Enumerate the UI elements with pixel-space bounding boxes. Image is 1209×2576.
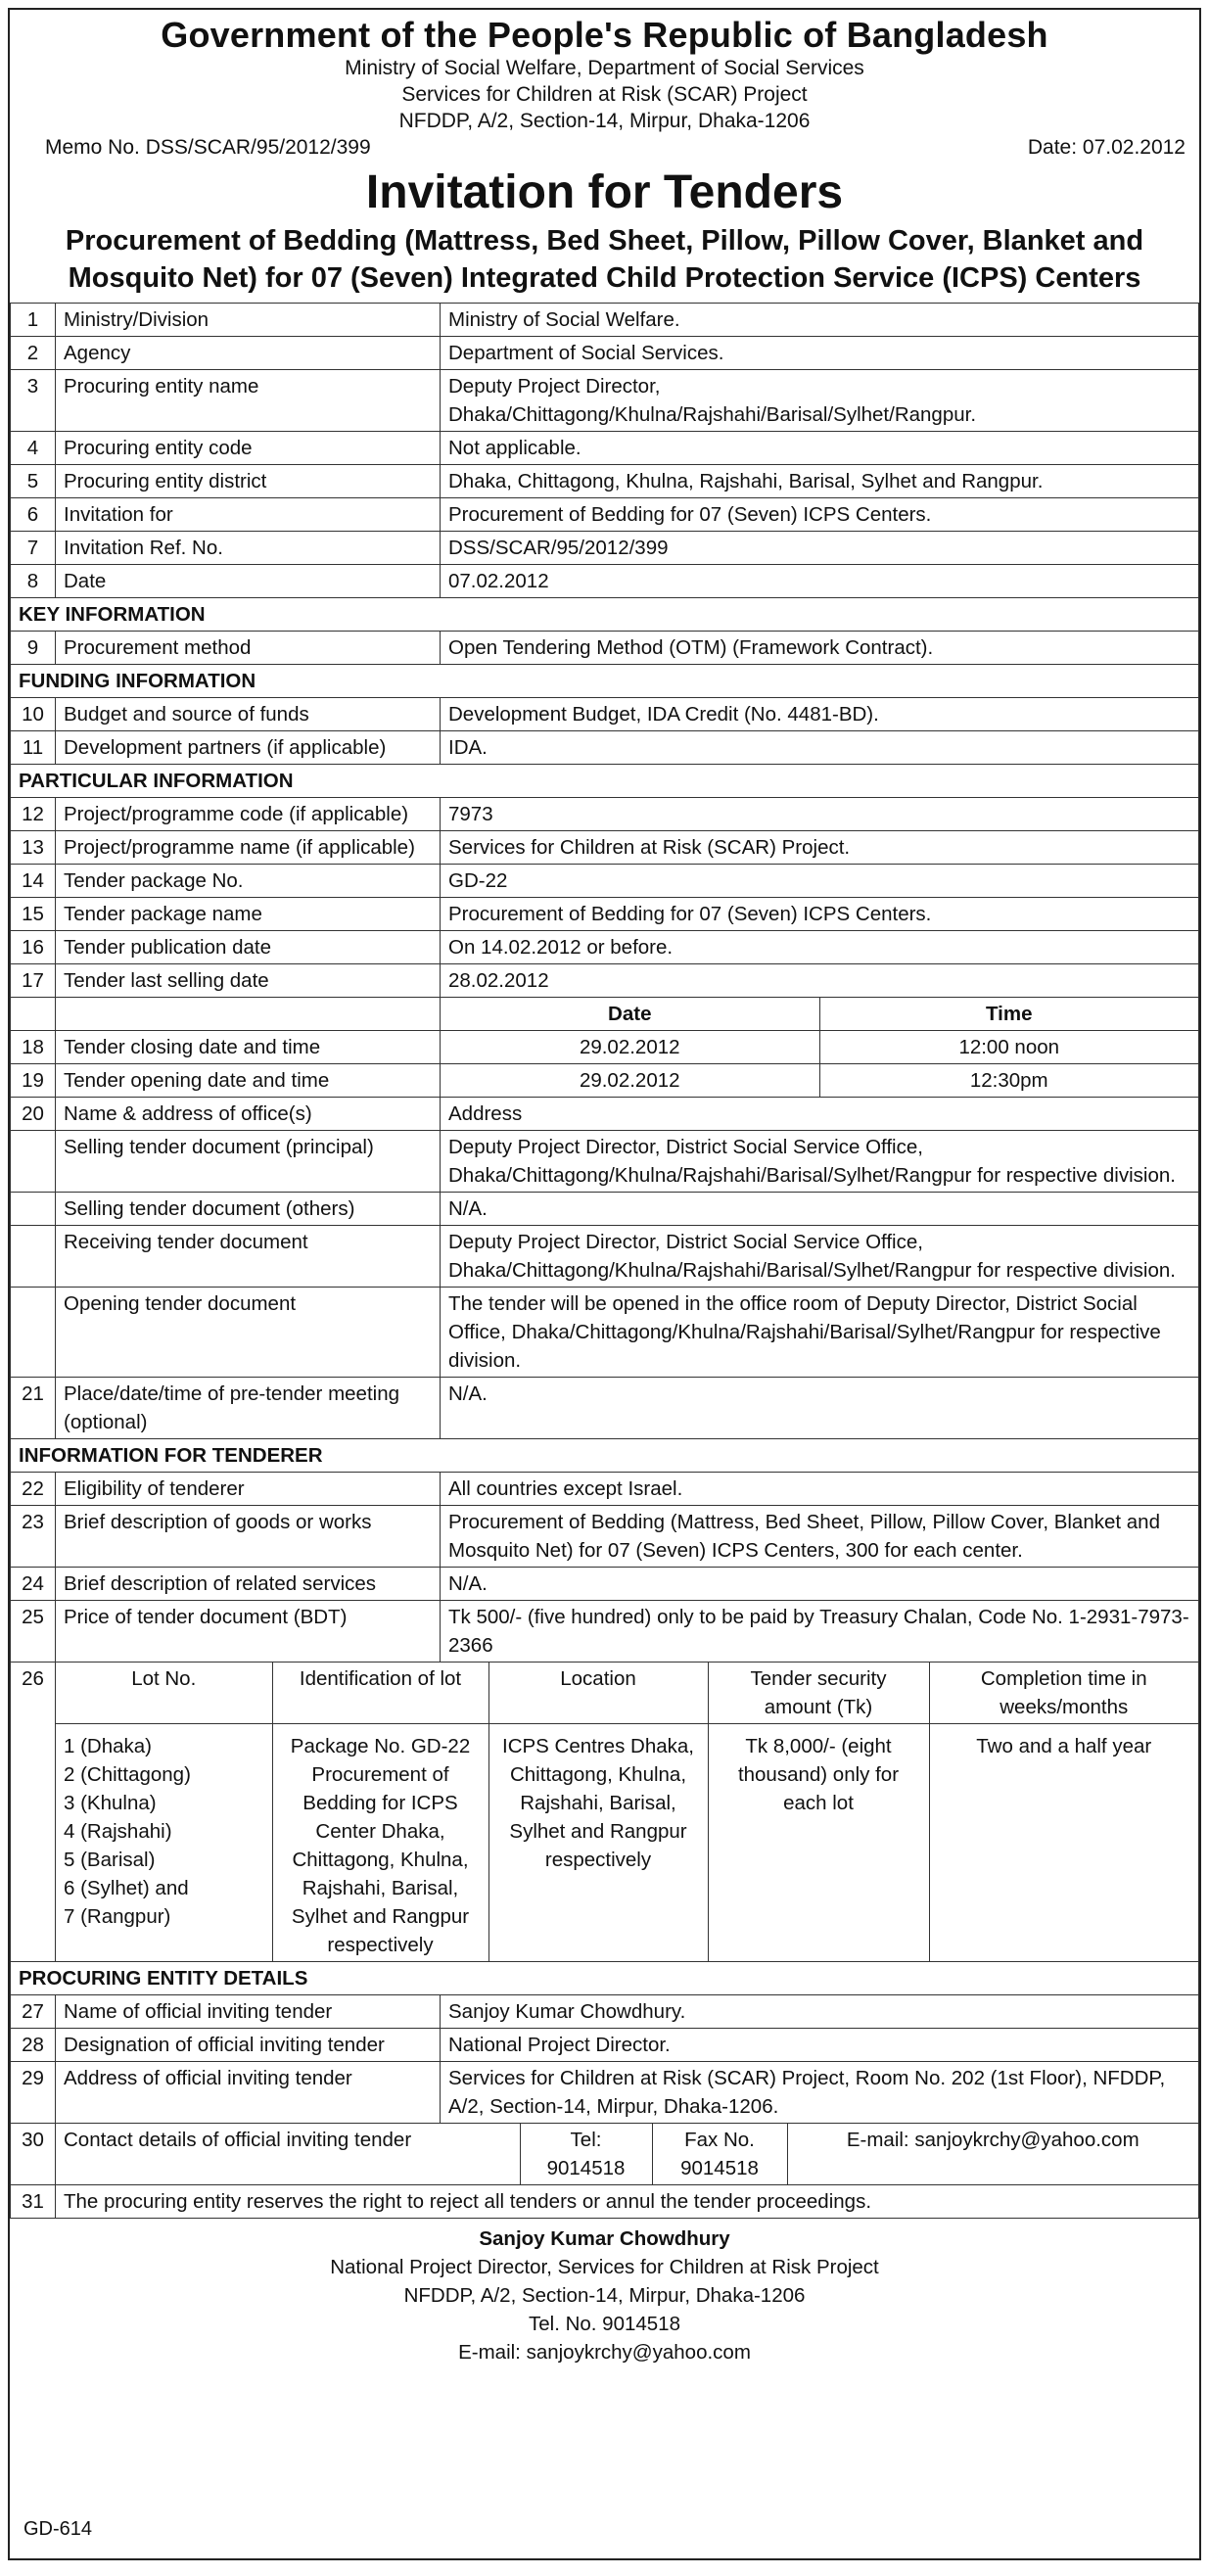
- section-header: FUNDING INFORMATION: [11, 665, 1199, 698]
- office-subrow: [11, 1226, 1199, 1288]
- contact-email: E-mail: sanjoykrchy@yahoo.com: [846, 2129, 1139, 2151]
- memo-date: Date: 07.02.2012: [1027, 136, 1186, 159]
- table-row: [11, 1473, 1199, 1506]
- row-number: 11: [11, 731, 56, 765]
- table-row: [11, 2124, 1199, 2185]
- table-row: [11, 1568, 1199, 1601]
- lot-cell-identification: Package No. GD-22 Procurement of Bedding for ICPS Center Dhaka, Chittagong, Khulna, Rajshahi, Barisal, Sylhet and Rangpur respectively: [272, 1724, 488, 1962]
- lot-row: [11, 1663, 1199, 1962]
- row-label: Tender last selling date: [56, 964, 441, 998]
- table-row: [11, 337, 1199, 370]
- row-number: 18: [11, 1031, 56, 1064]
- row-label: Invitation Ref. No.: [56, 532, 441, 565]
- project-line: Services for Children at Risk (SCAR) Project: [401, 83, 808, 106]
- row-value: Ministry of Social Welfare.: [441, 304, 1199, 337]
- lot-column-header: Location: [488, 1663, 708, 1724]
- row-value: Department of Social Services.: [441, 337, 1199, 370]
- table-row: [11, 698, 1199, 731]
- section-header: INFORMATION FOR TENDERER: [11, 1439, 1199, 1473]
- signatory-phone: Tel. No. 9014518: [528, 2313, 680, 2335]
- row-value: Procurement of Bedding (Mattress, Bed Sheet, Pillow, Pillow Cover, Blanket and Mosquito Net) for 07 (Seven) ICPS Centers, 300 for each center.: [441, 1506, 1199, 1568]
- date-time-cells: [441, 1031, 1198, 1063]
- row-number: 1: [11, 304, 56, 337]
- row-value: Deputy Project Director, Dhaka/Chittagong/Khulna/Rajshahi/Barisal/Sylhet/Rangpur.: [441, 370, 1199, 432]
- row-label: Development partners (if applicable): [56, 731, 441, 765]
- row-value: 28.02.2012: [441, 964, 1199, 998]
- row-label: Agency: [56, 337, 441, 370]
- date-time-header-cells: [441, 998, 1198, 1030]
- table-row: [11, 2062, 1199, 2124]
- row-number: 3: [11, 370, 56, 432]
- row-label: Invitation for: [56, 498, 441, 532]
- section-header: KEY INFORMATION: [11, 598, 1199, 632]
- date-time-header-table: [441, 998, 1198, 1030]
- lot-table: [56, 1663, 1198, 1961]
- row-number: 14: [11, 865, 56, 898]
- footer-code: GD-614: [23, 2518, 93, 2540]
- row-label: Date: [56, 565, 441, 598]
- row-value: Deputy Project Director, District Social Service Office, Dhaka/Chittagong/Khulna/Rajshahi/Barisal/Sylhet/Rangpur for respective division.: [441, 1226, 1199, 1288]
- table-row: [11, 1601, 1199, 1663]
- section-header-row: [11, 1962, 1199, 1995]
- row-label: Tender opening date and time: [56, 1064, 441, 1098]
- row-value: Address: [441, 1098, 1199, 1131]
- row-value: IDA.: [441, 731, 1199, 765]
- time-column-header: Time: [986, 1003, 1033, 1025]
- page-title: Invitation for Tenders: [365, 166, 844, 218]
- row-number: 25: [11, 1601, 56, 1663]
- table-row: [11, 1506, 1199, 1568]
- office-subrow: [11, 1288, 1199, 1378]
- row-number: 15: [11, 898, 56, 931]
- table-row: [11, 1378, 1199, 1439]
- lot-cell-security: Tk 8,000/- (eight thousand) only for each lot: [708, 1724, 929, 1962]
- row-label: Brief description of goods or works: [56, 1506, 441, 1568]
- table-row: [11, 2029, 1199, 2062]
- row-value: On 14.02.2012 or before.: [441, 931, 1199, 964]
- row-label: Procuring entity district: [56, 465, 441, 498]
- time-value: 12:30pm: [969, 1069, 1048, 1092]
- table-row: [11, 2185, 1199, 2219]
- time-value: 12:00 noon: [958, 1036, 1060, 1058]
- row-number: 17: [11, 964, 56, 998]
- lot-cell-location: ICPS Centres Dhaka, Chittagong, Khulna, Rajshahi, Barisal, Sylhet and Rangpur respectively: [488, 1724, 708, 1962]
- section-header-row: [11, 765, 1199, 798]
- page-subtitle: Procurement of Bedding (Mattress, Bed Sheet, Pillow, Pillow Cover, Blanket and Mosquito Net) for 07 (Seven) Integrated Child Protection Service (ICPS) Centers: [65, 225, 1144, 294]
- row-number: 7: [11, 532, 56, 565]
- row-value: National Project Director.: [441, 2029, 1199, 2062]
- date-time-values-table: [441, 1031, 1198, 1063]
- row-value: Dhaka, Chittagong, Khulna, Rajshahi, Barisal, Sylhet and Rangpur.: [441, 465, 1199, 498]
- signature-block: [10, 2219, 1199, 2366]
- table-row: [11, 1995, 1199, 2029]
- row-label: Tender package No.: [56, 865, 441, 898]
- table-row: [11, 931, 1199, 964]
- memo-row: [10, 134, 1199, 162]
- lot-column-header: Completion time in weeks/months: [929, 1663, 1198, 1724]
- contact-table: [56, 2124, 1198, 2184]
- table-row: [11, 1064, 1199, 1098]
- row-number: 22: [11, 1473, 56, 1506]
- office-subrow: [11, 1131, 1199, 1193]
- table-row: [11, 432, 1199, 465]
- row-value: Not applicable.: [441, 432, 1199, 465]
- row-label: Place/date/time of pre-tender meeting (optional): [56, 1378, 441, 1439]
- blank-cell: [11, 998, 56, 1031]
- table-row: [11, 865, 1199, 898]
- blank-cell: [56, 998, 441, 1031]
- row-label: Tender closing date and time: [56, 1031, 441, 1064]
- section-header-row: [11, 598, 1199, 632]
- row-label: Contact details of official inviting tender: [56, 2124, 520, 2184]
- section-header-row: [11, 665, 1199, 698]
- ministry-line: Ministry of Social Welfare, Department of Social Services: [345, 57, 864, 79]
- contact-row: [56, 2124, 1198, 2184]
- row-value: Sanjoy Kumar Chowdhury.: [441, 1995, 1199, 2029]
- lot-column-header: Lot No.: [56, 1663, 272, 1724]
- row-number: 27: [11, 1995, 56, 2029]
- table-row: [11, 498, 1199, 532]
- row-number: 23: [11, 1506, 56, 1568]
- table-row: [11, 370, 1199, 432]
- row-number: 4: [11, 432, 56, 465]
- contact-cell: [56, 2124, 1199, 2185]
- date-time-header-row: [11, 998, 1199, 1031]
- row-number: 10: [11, 698, 56, 731]
- blank-cell: [11, 1193, 56, 1226]
- tender-table-body: [11, 304, 1199, 2219]
- date-time-cells: [441, 1064, 1198, 1097]
- row-value: GD-22: [441, 865, 1199, 898]
- date-column-header: Date: [441, 998, 819, 1030]
- date-time-value: [441, 1064, 1199, 1098]
- section-header: PARTICULAR INFORMATION: [11, 765, 1199, 798]
- row-value: Open Tendering Method (OTM) (Framework Contract).: [441, 632, 1199, 665]
- row-label: Tender package name: [56, 898, 441, 931]
- row-number: 12: [11, 798, 56, 831]
- row-label: Opening tender document: [56, 1288, 441, 1378]
- contact-fax: Fax No. 9014518: [652, 2124, 787, 2184]
- row-number: 20: [11, 1098, 56, 1131]
- row-label: Selling tender document (principal): [56, 1131, 441, 1193]
- row-label: Name & address of office(s): [56, 1098, 441, 1131]
- date-time-header: [441, 998, 1199, 1031]
- row-value: Development Budget, IDA Credit (No. 4481-BD).: [441, 698, 1199, 731]
- row-label: Address of official inviting tender: [56, 2062, 441, 2124]
- row-value: 7973: [441, 798, 1199, 831]
- row-number: 6: [11, 498, 56, 532]
- row-label: Eligibility of tenderer: [56, 1473, 441, 1506]
- row-value: Deputy Project Director, District Social Service Office, Dhaka/Chittagong/Khulna/Rajshahi/Barisal/Sylhet/Rangpur for respective division.: [441, 1131, 1199, 1193]
- row-number: 8: [11, 565, 56, 598]
- signatory-email: E-mail: sanjoykrchy@yahoo.com: [458, 2341, 751, 2364]
- row-number: 31: [11, 2185, 56, 2219]
- row-label: Procuring entity code: [56, 432, 441, 465]
- table-row: [11, 731, 1199, 765]
- tender-notice: [8, 8, 1201, 2560]
- table-row: [11, 304, 1199, 337]
- row-label: Procuring entity name: [56, 370, 441, 432]
- row-number: 2: [11, 337, 56, 370]
- table-row: [11, 632, 1199, 665]
- row-number: 29: [11, 2062, 56, 2124]
- table-row: [11, 532, 1199, 565]
- lot-table-cell: [56, 1663, 1199, 1962]
- row-label: Budget and source of funds: [56, 698, 441, 731]
- table-row: [11, 465, 1199, 498]
- lot-cell-completion: Two and a half year: [976, 1735, 1152, 1757]
- row-number: 5: [11, 465, 56, 498]
- row-number: 26: [11, 1663, 56, 1962]
- signatory-address: NFDDP, A/2, Section-14, Mirpur, Dhaka-1206: [403, 2284, 806, 2307]
- blank-cell: [11, 1226, 56, 1288]
- row-value: 07.02.2012: [441, 565, 1199, 598]
- row-value: Services for Children at Risk (SCAR) Project.: [441, 831, 1199, 865]
- date-time-values-table: [441, 1064, 1198, 1097]
- date-value: 29.02.2012: [441, 1064, 819, 1097]
- lot-column-header: Tender security amount (Tk): [708, 1663, 929, 1724]
- letterhead: [10, 10, 1199, 134]
- row-label: Project/programme code (if applicable): [56, 798, 441, 831]
- row-value: DSS/SCAR/95/2012/399: [441, 532, 1199, 565]
- blank-cell: [11, 1131, 56, 1193]
- address-line: NFDDP, A/2, Section-14, Mirpur, Dhaka-1206: [398, 110, 811, 132]
- row-value: All countries except Israel.: [441, 1473, 1199, 1506]
- row-number: 28: [11, 2029, 56, 2062]
- table-row: [11, 964, 1199, 998]
- row-value: N/A.: [441, 1193, 1199, 1226]
- signatory-name: Sanjoy Kumar Chowdhury: [479, 2227, 730, 2250]
- row-value: N/A.: [441, 1568, 1199, 1601]
- lot-data-row: [56, 1724, 1198, 1962]
- row-label: Receiving tender document: [56, 1226, 441, 1288]
- row-value: N/A.: [441, 1378, 1199, 1439]
- memo-number: Memo No. DSS/SCAR/95/2012/399: [45, 136, 371, 159]
- blank-cell: [11, 1288, 56, 1378]
- signatory-designation: National Project Director, Services for Children at Risk Project: [330, 2256, 879, 2278]
- row-number: 19: [11, 1064, 56, 1098]
- row-value: Procurement of Bedding for 07 (Seven) ICPS Centers.: [441, 898, 1199, 931]
- table-row: [11, 898, 1199, 931]
- row-label: Name of official inviting tender: [56, 1995, 441, 2029]
- lot-header-row: [56, 1663, 1198, 1724]
- lot-cell-lots: 1 (Dhaka) 2 (Chittagong) 3 (Khulna) 4 (Rajshahi) 5 (Barisal) 6 (Sylhet) and 7 (Rangpur): [56, 1724, 272, 1962]
- row-number: 21: [11, 1378, 56, 1439]
- row-number: 24: [11, 1568, 56, 1601]
- tender-table: [10, 303, 1199, 2219]
- section-header: PROCURING ENTITY DETAILS: [11, 1962, 1199, 1995]
- table-row: [11, 798, 1199, 831]
- row-label: Project/programme name (if applicable): [56, 831, 441, 865]
- table-row: [11, 565, 1199, 598]
- row-number: 30: [11, 2124, 56, 2185]
- row-value: Tk 500/- (five hundred) only to be paid by Treasury Chalan, Code No. 1-2931-7973-2366: [441, 1601, 1199, 1663]
- row-label: Selling tender document (others): [56, 1193, 441, 1226]
- date-time-value: [441, 1031, 1199, 1064]
- office-subrow: [11, 1193, 1199, 1226]
- lot-column-header: Identification of lot: [272, 1663, 488, 1724]
- row-value: Services for Children at Risk (SCAR) Project, Room No. 202 (1st Floor), NFDDP, A/2, Section-14, Mirpur, Dhaka-1206.: [441, 2062, 1199, 2124]
- row-label: Designation of official inviting tender: [56, 2029, 441, 2062]
- row-label: Tender publication date: [56, 931, 441, 964]
- row-label: Ministry/Division: [56, 304, 441, 337]
- row-number: 13: [11, 831, 56, 865]
- government-title: Government of the People's Republic of Bangladesh: [161, 15, 1048, 55]
- row-label: Brief description of related services: [56, 1568, 441, 1601]
- reservation-clause: The procuring entity reserves the right to reject all tenders or annul the tender proceedings.: [56, 2185, 1199, 2219]
- row-label: Procurement method: [56, 632, 441, 665]
- row-value: The tender will be opened in the office room of Deputy Director, District Social Office, Dhaka/Chittagong/Khulna/Rajshahi/Barisal/Sylhet/Rangpur for respective division.: [441, 1288, 1199, 1378]
- table-row: [11, 831, 1199, 865]
- table-row: [11, 1031, 1199, 1064]
- row-value: Procurement of Bedding for 07 (Seven) ICPS Centers.: [441, 498, 1199, 532]
- table-row: [11, 1098, 1199, 1131]
- row-number: 9: [11, 632, 56, 665]
- section-header-row: [11, 1439, 1199, 1473]
- row-label: Price of tender document (BDT): [56, 1601, 441, 1663]
- row-number: 16: [11, 931, 56, 964]
- date-value: 29.02.2012: [441, 1031, 819, 1063]
- contact-tel: Tel: 9014518: [520, 2124, 652, 2184]
